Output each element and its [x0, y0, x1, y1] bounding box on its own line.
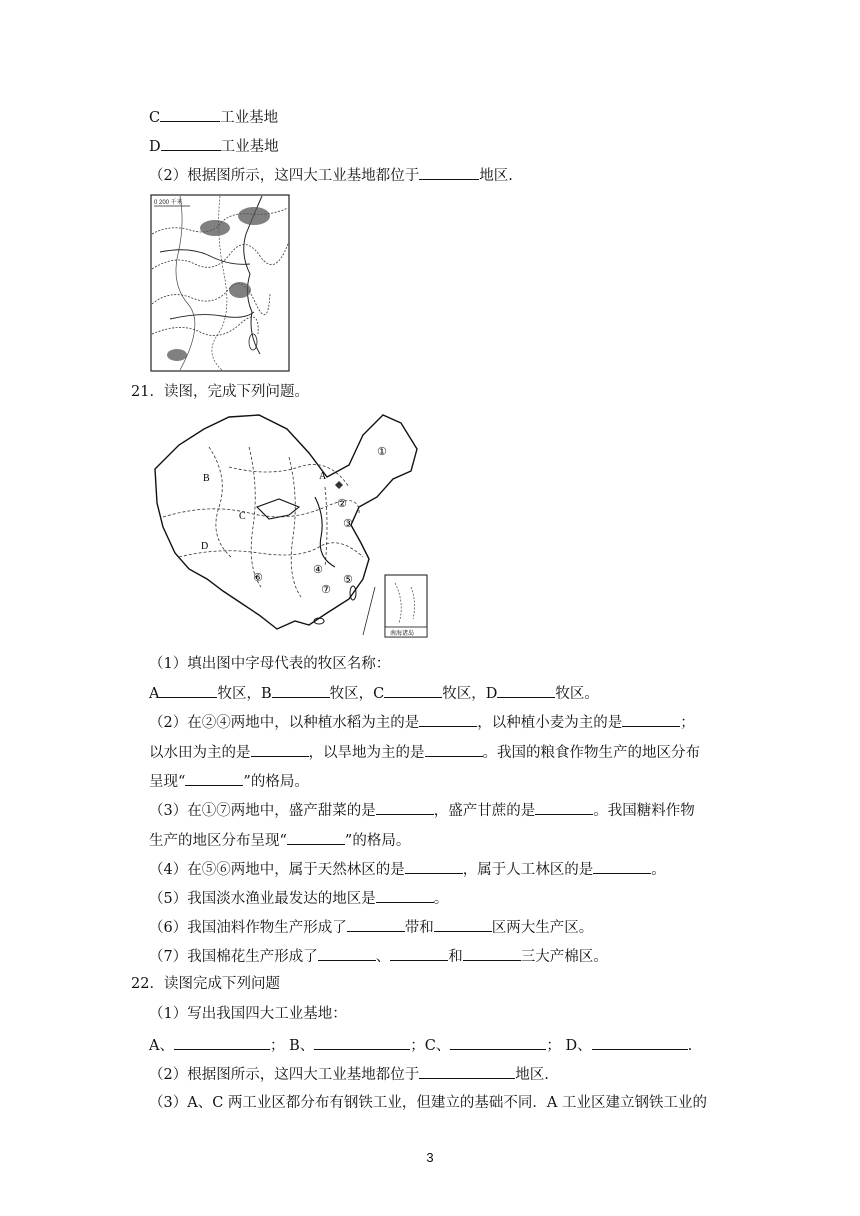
site-4: ④	[313, 563, 323, 576]
q22-title: 22．读图完成下列问题	[131, 976, 280, 992]
line-c-base: C 工业基地	[149, 106, 278, 128]
blank[interactable]	[390, 945, 448, 961]
blank[interactable]	[161, 135, 221, 151]
q21-3b: 生产的地区分布呈现“ ”的格局。	[149, 829, 410, 851]
industrial-region-c	[229, 282, 251, 298]
blank[interactable]	[251, 741, 309, 757]
blank[interactable]	[434, 916, 492, 932]
q22-1: （1）写出我国四大工业基地：	[149, 1006, 347, 1022]
q21-7: （7）我国棉花生产形成了 、 和 三大产棉区。	[149, 945, 608, 967]
site-7: ⑦	[321, 583, 331, 596]
blank[interactable]	[497, 682, 555, 698]
q21-2c: 呈现“ ”的格局。	[149, 770, 309, 792]
blank[interactable]	[593, 858, 651, 874]
blank[interactable]	[450, 1034, 546, 1050]
blank[interactable]	[419, 164, 479, 180]
q21-1: （1）填出图中字母代表的牧区名称：	[149, 656, 391, 672]
industrial-region-d	[167, 349, 187, 361]
region-letter-d: D	[201, 541, 209, 552]
blank[interactable]	[419, 1063, 515, 1079]
blank[interactable]	[384, 682, 442, 698]
inset-label: 南海诸岛	[390, 630, 415, 637]
blank[interactable]	[425, 741, 483, 757]
site-5: ⑤	[343, 573, 353, 586]
blank[interactable]	[622, 711, 680, 727]
blank[interactable]	[159, 682, 217, 698]
industrial-region-a	[238, 207, 270, 225]
blank[interactable]	[318, 945, 376, 961]
site-3: ③	[343, 517, 353, 530]
q21-5: （5）我国淡水渔业最发达的地区是 。	[149, 887, 448, 909]
blank[interactable]	[376, 799, 434, 815]
region-letter-c: C	[239, 511, 246, 522]
q21-4: （4）在⑤⑥两地中，属于天然林区的是 ，属于人工林区的是 。	[149, 858, 666, 880]
blank[interactable]	[185, 770, 243, 786]
q21-1-answer: A 牧区，B 牧区，C 牧区，D 牧区。	[149, 682, 599, 704]
blank[interactable]	[419, 711, 477, 727]
industrial-base-map	[150, 194, 290, 372]
q22-3: （3）A、C 两工业区都分布有钢铁工业，但建立的基础不同．A 工业区建立钢铁工业的	[149, 1095, 707, 1111]
blank[interactable]	[287, 829, 345, 845]
blank[interactable]	[535, 799, 593, 815]
q22-2: （2）根据图所示，这四大工业基地都位于 地区.	[149, 1063, 549, 1085]
site-2: ②	[337, 497, 347, 510]
china-map	[149, 407, 431, 639]
q22-1-answer: A、 ； B、 ；C、 ； D、 .	[149, 1034, 692, 1056]
blank[interactable]	[592, 1034, 688, 1050]
region-letter-b: B	[203, 473, 210, 484]
site-1: ①	[377, 445, 387, 458]
line-d-base: D 工业基地	[149, 135, 279, 157]
q21-title: 21．读图，完成下列问题。	[131, 384, 309, 400]
blank[interactable]	[272, 682, 330, 698]
region-letter-a: A	[319, 471, 327, 482]
blank[interactable]	[347, 916, 405, 932]
line-q20-2: （2）根据图所示，这四大工业基地都位于 地区.	[149, 164, 513, 186]
q21-3a: （3）在①⑦两地中，盛产甜菜的是 ，盛产甘蔗的是 。我国糖料作物	[149, 799, 695, 821]
industrial-region-b	[200, 220, 230, 236]
q21-2a: （2）在②④两地中，以种植水稻为主的是 ，以种植小麦为主的是 ；	[149, 711, 695, 733]
blank[interactable]	[376, 887, 434, 903]
blank[interactable]	[174, 1034, 270, 1050]
map-scale-label: 0 200 千米	[154, 200, 183, 206]
site-6: ⑥	[253, 571, 263, 584]
blank[interactable]	[463, 945, 521, 961]
blank[interactable]	[314, 1034, 410, 1050]
q21-2b: 以水田为主的是 ，以旱地为主的是 。我国的粮食作物生产的地区分布	[149, 741, 700, 763]
blank[interactable]	[160, 106, 220, 122]
page-number: 3	[426, 1150, 434, 1165]
q21-6: （6）我国油料作物生产形成了 带和 区两大生产区。	[149, 916, 593, 938]
blank[interactable]	[405, 858, 463, 874]
